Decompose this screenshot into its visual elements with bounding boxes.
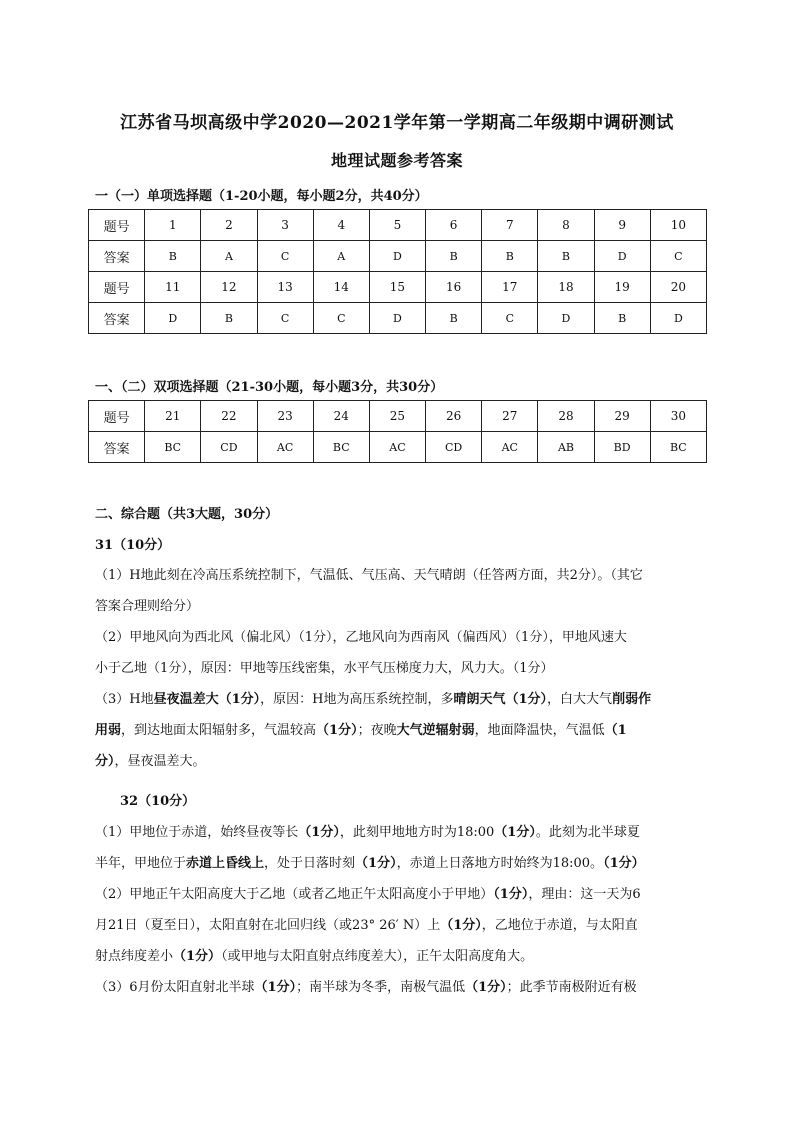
table-row — [89, 432, 707, 463]
section2-heading: 一、（二）双项选择题（21-30小题，每小题3分，共30分） — [95, 380, 444, 395]
answer-line: （2）甲地风向为西北风（偏北风）（1分），乙地风向为西南风（偏西风）（1分），甲地风速大 — [95, 630, 627, 645]
table-cell: 5 — [369, 210, 425, 241]
table-cell: 18 — [538, 272, 594, 303]
question-32-answers — [95, 817, 705, 1003]
answer-line: （2）甲地正午太阳高度大于乙地（或者乙地正午太阳高度小于甲地）（1分），理由：这一天为6 — [95, 887, 641, 902]
table-cell: 3 — [257, 210, 313, 241]
table-cell: B — [201, 303, 257, 334]
answer-line: 半年，甲地位于赤道上昏线上，处于日落时刻（1分），赤道上日落地方时始终为18:00。（1分） — [95, 856, 645, 871]
table-cell: D — [538, 303, 594, 334]
answer-line: 用弱，到达地面太阳辐射多，气温较高（1分）；夜晚大气逆辐射弱，地面降温快，气温低（1 — [95, 723, 627, 738]
table-cell: C — [257, 303, 313, 334]
answer-line: 射点纬度差小（1分）（或甲地与太阳直射点纬度差大），正午太阳高度角大。 — [95, 949, 534, 964]
table-cell: B — [426, 303, 482, 334]
table-cell: 20 — [650, 272, 706, 303]
question-31-answers — [95, 560, 705, 777]
table-cell: 23 — [257, 401, 313, 432]
table-cell: B — [145, 241, 201, 272]
answer-line: 分），昼夜温差大。 — [95, 754, 206, 769]
table-cell: D — [369, 303, 425, 334]
table-cell: CD — [426, 432, 482, 463]
table-cell: 题号 — [89, 210, 145, 241]
page-subtitle: 地理试题参考答案 — [330, 151, 463, 170]
table-cell: 30 — [650, 401, 706, 432]
table-cell: 28 — [538, 401, 594, 432]
table-cell: A — [201, 241, 257, 272]
table-row — [89, 241, 707, 272]
table-cell: D — [594, 241, 650, 272]
table-cell: 27 — [482, 401, 538, 432]
table-cell: B — [594, 303, 650, 334]
answer-line: 小于乙地（1分），原因：甲地等压线密集，水平气压梯度力大，风力大。（1分） — [95, 661, 554, 676]
answer-line: （1）甲地位于赤道，始终昼夜等长（1分），此刻甲地地方时为18:00（1分）。此刻为北半球夏 — [95, 825, 640, 840]
table-cell: D — [650, 303, 706, 334]
answer-line: 月21日（夏至日），太阳直射在北回归线（或23° 26′ N）上（1分），乙地位于赤道，与太阳直 — [95, 918, 638, 933]
table-cell: 14 — [313, 272, 369, 303]
table-cell: 29 — [594, 401, 650, 432]
table-cell: 答案 — [89, 241, 145, 272]
table-cell: 26 — [426, 401, 482, 432]
table-cell: 2 — [201, 210, 257, 241]
table-cell: 题号 — [89, 272, 145, 303]
table-cell: 答案 — [89, 432, 145, 463]
page-title: 江苏省马坝高级中学2020—2021学年第一学期高二年级期中调研测试 — [120, 113, 674, 133]
table-cell: B — [482, 241, 538, 272]
section3-heading: 二、综合题（共3大题，30分） — [95, 507, 279, 522]
table-cell: 17 — [482, 272, 538, 303]
table-cell: 9 — [594, 210, 650, 241]
question-31-label: 31（10分） — [95, 538, 171, 553]
table-cell: 21 — [145, 401, 201, 432]
double-choice-table — [88, 400, 707, 463]
table-cell: 12 — [201, 272, 257, 303]
table-row — [89, 401, 707, 432]
table-cell: C — [257, 241, 313, 272]
table-cell: AB — [538, 432, 594, 463]
answer-line: （1）H地此刻在冷高压系统控制下，气温低、气压高、天气晴朗（任答两方面，共2分）。（其它 — [95, 568, 643, 583]
table-cell: BC — [650, 432, 706, 463]
table-cell: 8 — [538, 210, 594, 241]
table-cell: 24 — [313, 401, 369, 432]
table-cell: D — [369, 241, 425, 272]
table-cell: 7 — [482, 210, 538, 241]
table-cell: 15 — [369, 272, 425, 303]
answer-line: （3）6月份太阳直射北半球（1分）；南半球为冬季，南极气温低（1分）；此季节南极附近有极 — [95, 980, 637, 995]
table-cell: 答案 — [89, 303, 145, 334]
table-cell: 19 — [594, 272, 650, 303]
table-row — [89, 303, 707, 334]
question-32-label: 32（10分） — [120, 794, 196, 809]
table-row — [89, 210, 707, 241]
table-cell: 16 — [426, 272, 482, 303]
table-cell: BC — [145, 432, 201, 463]
answer-line: （3）H地昼夜温差大（1分），原因：H地为高压系统控制，多晴朗天气（1分），白大大气削弱作 — [95, 692, 652, 707]
table-cell: CD — [201, 432, 257, 463]
section1-heading: 一（一）单项选择题（1-20小题，每小题2分，共40分） — [95, 189, 428, 204]
table-cell: D — [145, 303, 201, 334]
table-cell: B — [538, 241, 594, 272]
table-cell: 6 — [426, 210, 482, 241]
table-cell: 4 — [313, 210, 369, 241]
table-row — [89, 272, 707, 303]
table-cell: 22 — [201, 401, 257, 432]
table-cell: C — [313, 303, 369, 334]
table-cell: 题号 — [89, 401, 145, 432]
answer-line: 答案合理则给分） — [95, 599, 200, 614]
table-cell: A — [313, 241, 369, 272]
table-cell: BD — [594, 432, 650, 463]
table-cell: C — [650, 241, 706, 272]
table-cell: C — [482, 303, 538, 334]
table-cell: BC — [313, 432, 369, 463]
table-cell: AC — [369, 432, 425, 463]
single-choice-table — [88, 209, 707, 334]
table-cell: AC — [482, 432, 538, 463]
table-cell: 1 — [145, 210, 201, 241]
table-cell: 13 — [257, 272, 313, 303]
table-cell: AC — [257, 432, 313, 463]
table-cell: 25 — [369, 401, 425, 432]
table-cell: 11 — [145, 272, 201, 303]
table-cell: 10 — [650, 210, 706, 241]
table-cell: B — [426, 241, 482, 272]
